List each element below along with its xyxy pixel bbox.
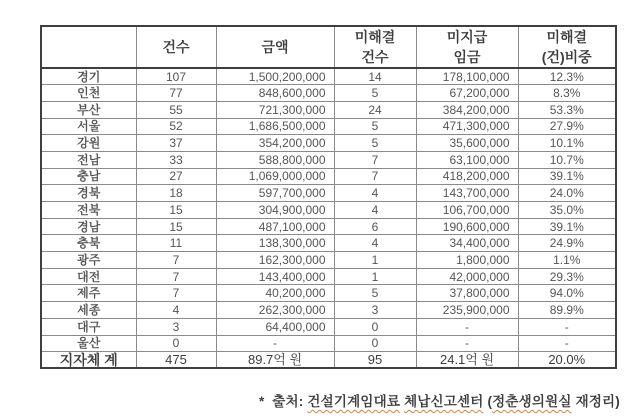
cell-unresolved-cases: 0 [334,318,416,335]
arrears-by-region-table [40,25,617,369]
cell-amount: 262,300,000 [216,302,334,319]
cell-region: 경기 [41,68,136,85]
cell-unpaid-wages: 1,800,000 [416,252,518,269]
cell-unresolved-ratio: 10.1% [518,135,616,152]
cell-unpaid-wages: - [416,335,518,352]
table-row [41,151,616,168]
cell-amount: 588,800,000 [216,151,334,168]
cell-unresolved-cases: 6 [334,218,416,235]
cell-unpaid-wages: 24.1억 원 [416,352,518,369]
source-note-segment: * 출처: [258,394,308,409]
cell-region: 강원 [41,135,136,152]
cell-region: 경북 [41,185,136,202]
table-row [41,202,616,219]
cell-unpaid-wages: 34,400,000 [416,235,518,252]
cell-unresolved-cases: 3 [334,302,416,319]
cell-region: 광주 [41,252,136,269]
cell-amount: 143,400,000 [216,268,334,285]
table-header [41,26,616,68]
cell-region: 세종 [41,302,136,319]
table-row [41,302,616,319]
source-note [259,390,620,410]
cell-region: 충북 [41,235,136,252]
cell-unresolved-ratio: 12.3% [518,68,616,85]
cell-unpaid-wages: 235,900,000 [416,302,518,319]
cell-unresolved-cases: 0 [334,335,416,352]
cell-unresolved-cases: 1 [334,268,416,285]
table-row [41,268,616,285]
cell-amount: 64,400,000 [216,318,334,335]
cell-cases: 7 [136,252,216,269]
cell-amount: 1,069,000,000 [216,168,334,185]
cell-unpaid-wages: 178,100,000 [416,68,518,85]
column-header-cases: 건수 [136,26,216,68]
table-row [41,135,616,152]
cell-unpaid-wages: 42,000,000 [416,268,518,285]
cell-unresolved-ratio: 24.9% [518,235,616,252]
cell-unresolved-ratio: 8.3% [518,85,616,102]
source-note-segment: 정춘생의원실 [492,394,572,409]
column-header-unpaid-wages: 미지급 임금 [416,26,518,68]
cell-cases: 4 [136,302,216,319]
cell-amount: 162,300,000 [216,252,334,269]
cell-unpaid-wages: 63,100,000 [416,151,518,168]
cell-unpaid-wages: 190,600,000 [416,218,518,235]
table-row [41,235,616,252]
cell-unpaid-wages: 471,300,000 [416,118,518,135]
cell-region: 충남 [41,168,136,185]
source-note-segment: 재정리) [571,394,620,409]
cell-unresolved-ratio: 29.3% [518,268,616,285]
cell-cases: 18 [136,185,216,202]
cell-unresolved-ratio: 10.7% [518,151,616,168]
cell-unresolved-cases: 1 [334,252,416,269]
cell-region: 부산 [41,101,136,118]
table-row [41,285,616,302]
cell-cases: 0 [136,335,216,352]
cell-region: 인천 [41,85,136,102]
cell-unresolved-ratio: 89.9% [518,302,616,319]
cell-cases: 77 [136,85,216,102]
cell-unpaid-wages: 143,700,000 [416,185,518,202]
cell-unresolved-ratio: 39.1% [518,168,616,185]
cell-cases: 475 [136,352,216,369]
cell-amount: 1,686,500,000 [216,118,334,135]
cell-unresolved-cases: 7 [334,151,416,168]
cell-region: 지자체 계 [41,352,136,369]
source-note-segment: 체납신고센터 [404,394,484,409]
source-note-segment: ( [483,394,493,409]
source-note-segment: 건설기계임대료 [307,394,401,409]
cell-unpaid-wages: 37,800,000 [416,285,518,302]
cell-amount: 89.7억 원 [216,352,334,369]
table-row [41,85,616,102]
cell-cases: 3 [136,318,216,335]
cell-cases: 15 [136,202,216,219]
cell-unresolved-cases: 14 [334,68,416,85]
cell-amount: - [216,335,334,352]
cell-unresolved-cases: 95 [334,352,416,369]
cell-unresolved-ratio: 27.9% [518,118,616,135]
header-row [41,26,616,68]
table-row [41,168,616,185]
cell-unresolved-cases: 4 [334,185,416,202]
cell-amount: 1,500,200,000 [216,68,334,85]
cell-region: 대구 [41,318,136,335]
table-row [41,218,616,235]
cell-region: 전남 [41,151,136,168]
cell-region: 서울 [41,118,136,135]
cell-amount: 848,600,000 [216,85,334,102]
cell-unresolved-ratio: - [518,335,616,352]
table-row [41,185,616,202]
column-header-amount: 금액 [216,26,334,68]
cell-unresolved-ratio: 24.0% [518,185,616,202]
cell-unresolved-cases: 4 [334,235,416,252]
cell-unpaid-wages: 418,200,000 [416,168,518,185]
cell-cases: 37 [136,135,216,152]
cell-unresolved-ratio: 1.1% [518,252,616,269]
column-header-unresolved-cases: 미해결 건수 [334,26,416,68]
cell-unresolved-cases: 7 [334,168,416,185]
cell-unresolved-ratio: 39.1% [518,218,616,235]
cell-unpaid-wages: 106,700,000 [416,202,518,219]
cell-region: 전북 [41,202,136,219]
cell-unpaid-wages: 384,200,000 [416,101,518,118]
cell-unresolved-cases: 5 [334,135,416,152]
cell-cases: 7 [136,268,216,285]
cell-unresolved-cases: 5 [334,118,416,135]
cell-amount: 354,200,000 [216,135,334,152]
table-row [41,318,616,335]
cell-unpaid-wages: - [416,318,518,335]
table-row [41,118,616,135]
cell-unpaid-wages: 35,600,000 [416,135,518,152]
cell-region: 울산 [41,335,136,352]
table-row [41,252,616,269]
cell-amount: 138,300,000 [216,235,334,252]
cell-cases: 107 [136,68,216,85]
cell-unresolved-cases: 4 [334,202,416,219]
column-header-unresolved-ratio: 미해결 (건)비중 [518,26,616,68]
cell-unpaid-wages: 67,200,000 [416,85,518,102]
cell-unresolved-ratio: 35.0% [518,202,616,219]
cell-amount: 304,900,000 [216,202,334,219]
cell-unresolved-cases: 5 [334,285,416,302]
cell-unresolved-cases: 24 [334,101,416,118]
cell-unresolved-ratio: 53.3% [518,101,616,118]
cell-unresolved-cases: 5 [334,85,416,102]
cell-cases: 15 [136,218,216,235]
column-header-region [41,26,136,68]
table-body [41,68,616,368]
cell-cases: 55 [136,101,216,118]
table-total-row [41,352,616,369]
cell-amount: 487,100,000 [216,218,334,235]
cell-cases: 52 [136,118,216,135]
cell-unresolved-ratio: 20.0% [518,352,616,369]
cell-region: 제주 [41,285,136,302]
cell-cases: 33 [136,151,216,168]
cell-amount: 40,200,000 [216,285,334,302]
cell-cases: 7 [136,285,216,302]
cell-amount: 721,300,000 [216,101,334,118]
cell-region: 경남 [41,218,136,235]
table-row [41,68,616,85]
cell-amount: 597,700,000 [216,185,334,202]
cell-unresolved-ratio: 94.0% [518,285,616,302]
table-row [41,335,616,352]
table-row [41,101,616,118]
cell-cases: 27 [136,168,216,185]
cell-cases: 11 [136,235,216,252]
cell-unresolved-ratio: - [518,318,616,335]
cell-region: 대전 [41,268,136,285]
